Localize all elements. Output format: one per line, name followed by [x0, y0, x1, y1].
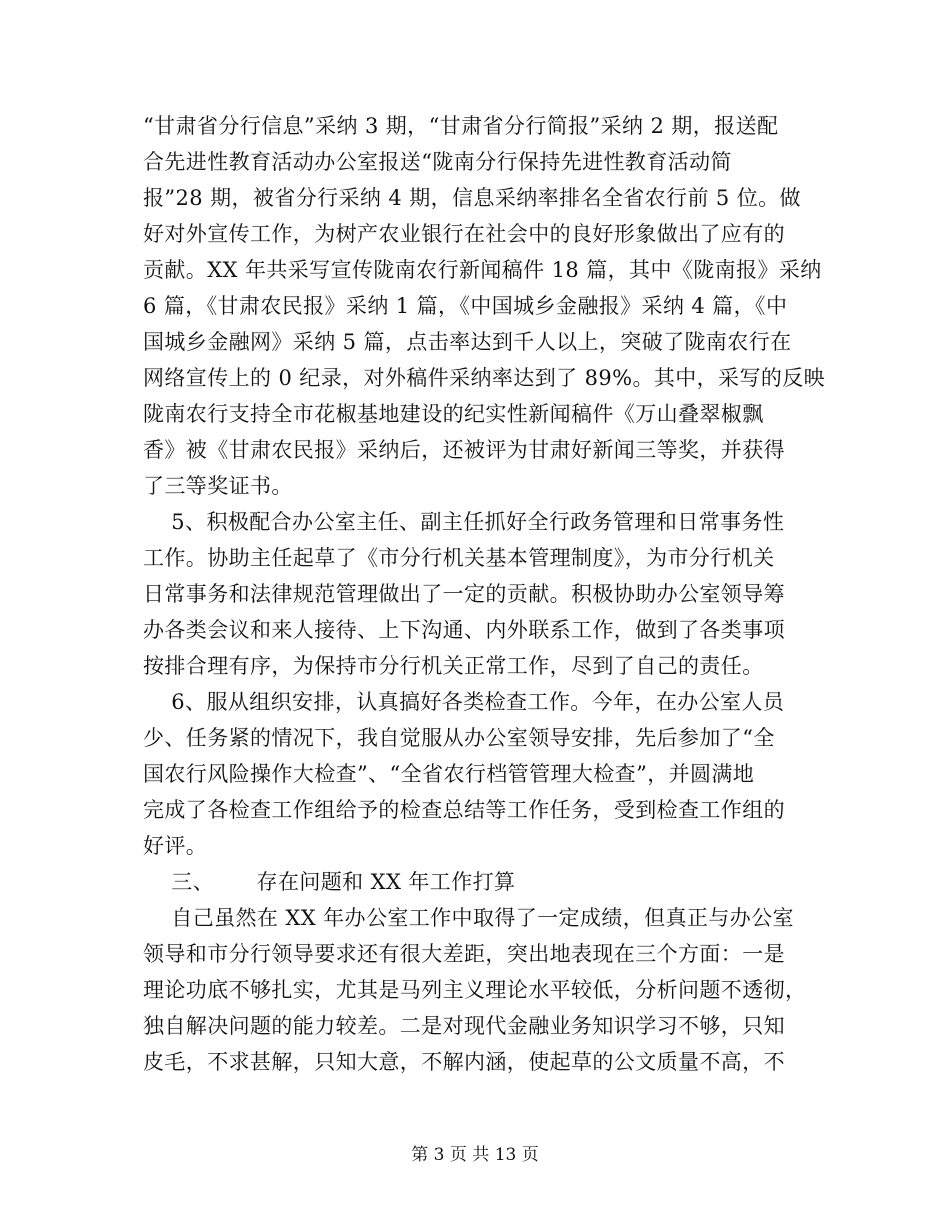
text-line: 自己虽然在 XX 年办公室工作中取得了一定成绩，但真正与办公室	[143, 906, 794, 930]
text-line: 完成了各检查工作组给予的检查总结等工作任务，受到检查工作组的	[143, 798, 785, 822]
text-line: 好对外宣传工作，为树产农业银行在社会中的良好形象做出了应有的	[143, 222, 785, 246]
text-line: 贡献。XX 年共采写宣传陇南农行新闻稿件 18 篇，其中《陇南报》采纳	[143, 258, 822, 282]
text-line: 皮毛，不求甚解，只知大意，不解内涵，使起草的公文质量不高，不	[143, 1050, 785, 1074]
text-line: 网络宣传上的 0 纪录，对外稿件采纳率达到了 89%。其中，采写的反映	[143, 366, 826, 390]
text-line: 报”28 期，被省分行采纳 4 期，信息采纳率排名全省农行前 5 位。做	[143, 186, 801, 210]
text-line: 国城乡金融网》采纳 5 篇，点击率达到千人以上，突破了陇南农行在	[143, 330, 792, 354]
text-line: 了三等奖证书。	[143, 474, 293, 498]
text-line: 按排合理有序，为保持市分行机关正常工作，尽到了自己的责任。	[143, 654, 764, 678]
text-line: 办各类会议和来人接待、上下沟通、内外联系工作，做到了各类事项	[143, 618, 785, 642]
text-line: 香》被《甘肃农民报》采纳后，还被评为甘肃好新闻三等奖，并获得	[143, 438, 785, 462]
text-line: 少、任务紧的情况下，我自觉服从办公室领导安排，先后参加了“全	[143, 726, 775, 750]
paragraph-5-line: 5、积极配合办公室主任、副主任抓好全行政务管理和日常事务性	[143, 510, 785, 534]
paragraph-6-line: 6、服从组织安排，认真搞好各类检查工作。今年，在办公室人员	[143, 690, 785, 714]
text-line: 国农行风险操作大检查”、“全省农行档管管理大检查”，并圆满地	[143, 762, 755, 786]
text-line: 好评。	[143, 834, 208, 858]
section-heading: 三、 存在问题和 XX 年工作打算	[143, 870, 516, 894]
text-line: “甘肃省分行信息”采纳 3 期，“甘肃省分行简报”采纳 2 期，报送配	[143, 114, 779, 138]
page-number-footer: 第 3 页 共 13 页	[411, 1145, 539, 1165]
text-line: 独自解决问题的能力较差。二是对现代金融业务知识学习不够，只知	[143, 1014, 785, 1038]
text-line: 理论功底不够扎实，尤其是马列主义理论水平较低，分析问题不透彻，	[143, 978, 807, 1002]
text-line: 陇南农行支持全市花椒基地建设的纪实性新闻稿件《万山叠翠椒飘	[143, 402, 764, 426]
text-line: 合先进性教育活动办公室报送“陇南分行保持先进性教育活动简	[143, 150, 732, 174]
text-line: 日常事务和法律规范管理做出了一定的贡献。积极协助办公室领导筹	[143, 582, 785, 606]
text-line: 6 篇，《甘肃农民报》采纳 1 篇，《中国城乡金融报》采纳 4 篇，《中	[143, 294, 788, 318]
text-line: 工作。协助主任起草了《市分行机关基本管理制度》，为市分行机关	[143, 546, 775, 570]
text-line: 领导和市分行领导要求还有很大差距，突出地表现在三个方面：一是	[143, 942, 785, 966]
